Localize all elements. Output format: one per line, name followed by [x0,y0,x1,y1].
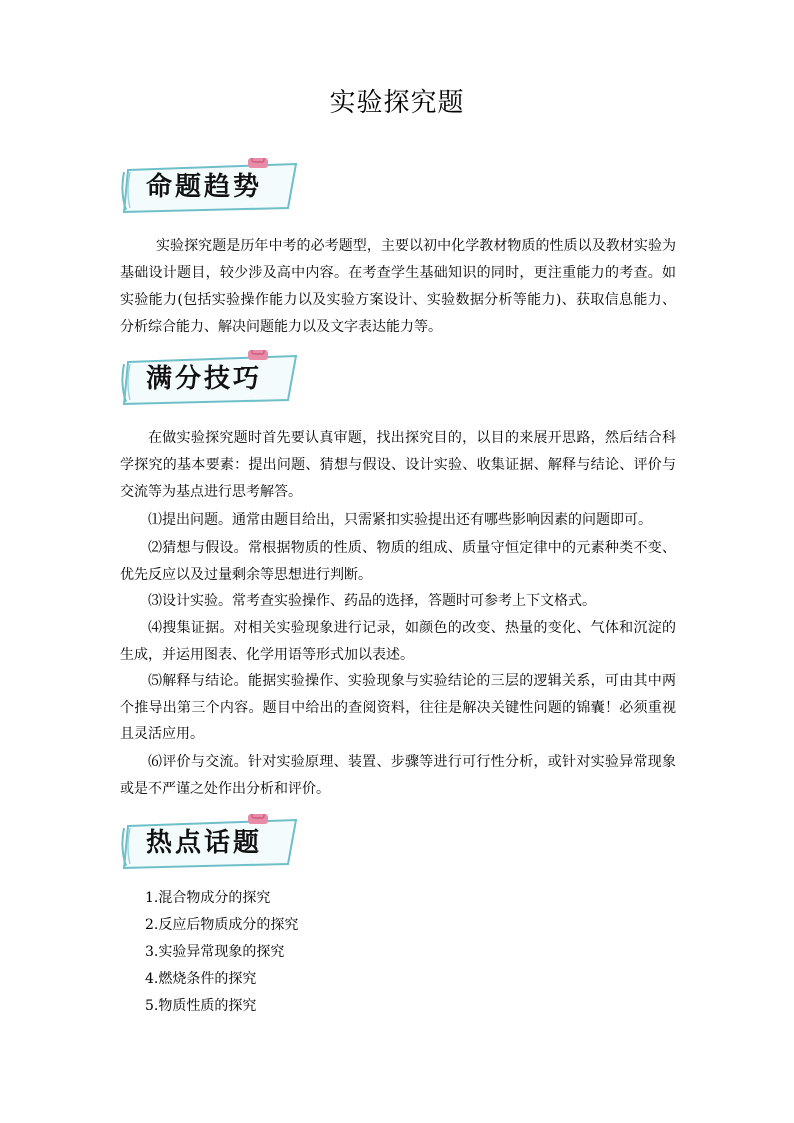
section-heading: 热点话题 [146,828,263,858]
hot-topic-item: 4.燃烧条件的探究 [145,971,257,987]
tips-item: ⑴提出问题。通常由题目给出，只需紧扣实验提出还有哪些影响因素的问题即可。 [148,512,652,528]
page-title: 实验探究题 [329,88,465,118]
hot-topic-item: 2.反应后物质成分的探究 [145,917,299,933]
section-banner-trend [120,158,305,216]
trend-paragraph: 实验探究题是历年中考的必考题型，主要以初中化学教材物质的性质以及教材实验为基础设计题目，较少涉及高中内容。在考查学生基础知识的同时，更注重能力的考查。如实验能力(包括实验操作能力以及实验方案设计、实验数据分析等能力)、获取信息能力、分析综合能力、解决问题能力以及文字表达能力等。 [120,238,676,335]
hot-topic-item: 3.实验异常现象的探究 [145,944,285,960]
tips-item: ⑹评价与交流。针对实验原理、装置、步骤等进行可行性分析，或针对实验异常现象或是不严谨之处作出分析和评价。 [120,754,676,797]
tips-item: ⑷搜集证据。对相关实验现象进行记录，如颜色的改变、热量的变化、气体和沉淀的生成，并运用图表、化学用语等形式加以表述。 [120,620,676,663]
hot-topic-item: 5.物质性质的探究 [145,998,257,1014]
tips-item: ⑵猜想与假设。常根据物质的性质、物质的组成、质量守恒定律中的元素种类不变、优先反应以及过量剩余等思想进行判断。 [120,540,676,583]
section-banner-tips [120,350,305,408]
tips-item: ⑶设计实验。常考查实验操作、药品的选择，答题时可参考上下文格式。 [148,593,596,609]
tips-paragraph: 在做实验探究题时首先要认真审题，找出探究目的，以目的来展开思路，然后结合科学探究的基本要素：提出问题、猜想与假设、设计实验、收集证据、解释与结论、评价与交流等为基点进行思考解答。 [120,430,676,500]
section-heading: 满分技巧 [146,364,263,394]
tips-item: ⑸解释与结论。能据实验操作、实验现象与实验结论的三层的逻辑关系，可由其中两个推导出第三个内容。题目中给出的查阅资料，往往是解决关键性问题的锦囊！必须重视且灵活应用。 [120,673,676,742]
section-heading: 命题趋势 [146,172,263,202]
hot-topic-item: 1.混合物成分的探究 [145,890,271,906]
section-banner-hot [120,814,305,872]
